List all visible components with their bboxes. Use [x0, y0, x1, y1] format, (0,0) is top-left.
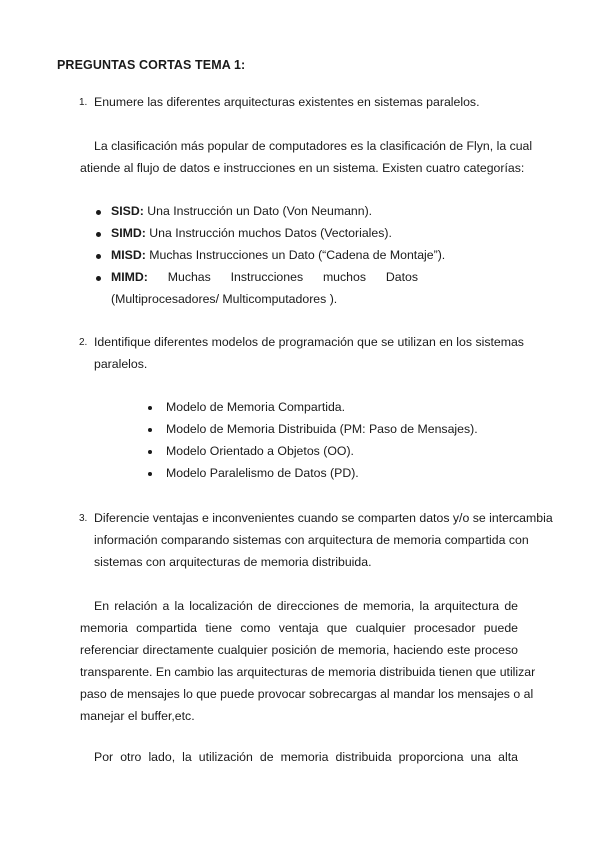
bullet-icon	[148, 428, 152, 432]
answer-1-line-1: La clasificación más popular de computadores es la clasificación de Flyn, la cual	[94, 139, 533, 153]
term-simd: SIMD:	[111, 226, 146, 240]
answer-3-line: paso de mensajes lo que puede provocar sobrecargas al mandar los mensajes o al	[80, 687, 534, 701]
list-item-sisd	[111, 204, 372, 218]
answer-3-line: En relación a la localización de direcciones de memoria, la arquitectura de	[94, 599, 518, 613]
bullet-icon	[148, 450, 152, 454]
question-3-text-line-3: sistemas con arquitecturas de memoria distribuida.	[94, 555, 372, 569]
desc-misd: Muchas Instrucciones un Dato (“Cadena de Montaje”).	[149, 248, 446, 262]
answer-3-line: manejar el buffer,etc.	[80, 709, 195, 723]
model-item: Modelo de Memoria Compartida.	[166, 400, 346, 414]
question-3-text-line-2: información comparando sistemas con arquitectura de memoria compartida con	[94, 533, 529, 547]
question-2-number: 2.	[79, 337, 88, 348]
list-item-mimd	[111, 270, 418, 284]
model-item: Modelo Orientado a Objetos (OO).	[166, 444, 354, 458]
question-1-text: Enumere las diferentes arquitecturas existentes en sistemas paralelos.	[94, 95, 480, 109]
mimd-word: muchos	[322, 270, 366, 284]
bullet-icon	[96, 276, 101, 281]
question-3-number: 3.	[79, 513, 88, 524]
answer-3-line: referenciar directamente cualquier posición de memoria, haciendo este proceso	[80, 643, 518, 657]
page-title: PREGUNTAS CORTAS TEMA 1:	[57, 58, 246, 72]
answer-3-line: memoria compartida tiene como ventaja que cualquier procesador puede	[80, 621, 518, 635]
answer-3-paragraph-2-line: Por otro lado, la utilización de memoria distribuida proporciona una alta	[94, 750, 518, 764]
term-misd: MISD:	[111, 248, 146, 262]
desc-sisd: Una Instrucción un Dato (Von Neumann).	[147, 204, 373, 218]
term-sisd: SISD:	[111, 204, 144, 218]
mimd-word: Datos	[385, 270, 418, 284]
bullet-icon	[96, 254, 101, 259]
answer-1-line-2: atiende al flujo de datos e instrucciones en un sistema. Existen cuatro categorías:	[80, 161, 525, 175]
question-3-text-line-1: Diferencie ventajas e inconvenientes cuando se comparten datos y/o se intercambia	[94, 511, 553, 525]
mimd-continuation: (Multiprocesadores/ Multicomputadores ).	[111, 292, 338, 306]
bullet-icon	[96, 210, 101, 215]
desc-simd: Una Instrucción muchos Datos (Vectoriales).	[149, 226, 392, 240]
question-1-number: 1.	[79, 97, 88, 108]
bullet-icon	[148, 472, 152, 476]
answer-3-line: transparente. En cambio las arquitecturas de memoria distribuida tienen que utilizar	[80, 665, 536, 679]
bullet-icon	[96, 232, 101, 237]
model-item: Modelo Paralelismo de Datos (PD).	[166, 466, 359, 480]
term-mimd: MIMD:	[111, 270, 148, 284]
question-2-text-line-2: paralelos.	[94, 357, 148, 371]
list-item-simd	[111, 226, 392, 240]
question-2-text-line-1: Identifique diferentes modelos de programación que se utilizan en los sistemas	[94, 335, 524, 349]
model-item: Modelo de Memoria Distribuida (PM: Paso de Mensajes).	[166, 422, 478, 436]
list-item-misd	[111, 248, 445, 262]
mimd-word: Muchas	[167, 270, 211, 284]
bullet-icon	[148, 406, 152, 410]
mimd-word: Instrucciones	[230, 270, 304, 284]
